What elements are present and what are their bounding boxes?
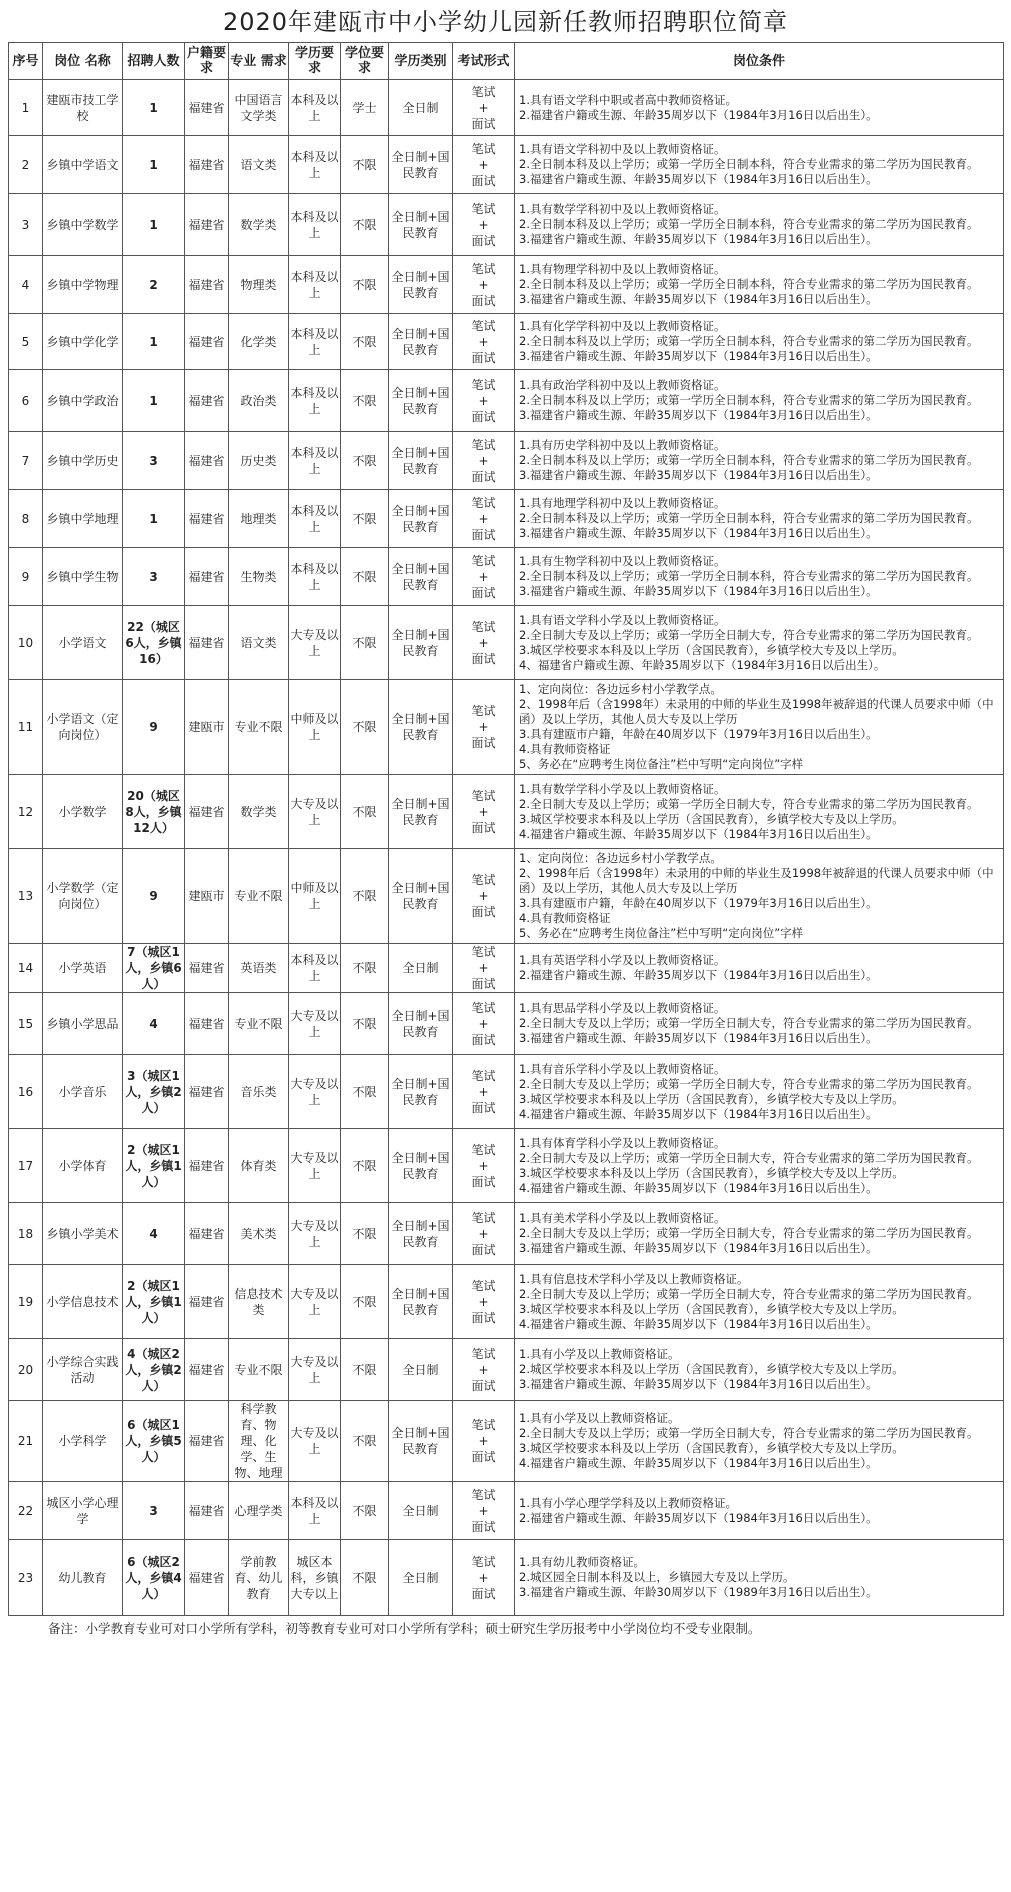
education-type: 全日制+国民教育 bbox=[389, 1401, 453, 1482]
education-type: 全日制+国民教育 bbox=[389, 1265, 453, 1339]
degree-req: 不限 bbox=[341, 993, 389, 1055]
exam-format: 笔试 + 面试 bbox=[453, 1129, 515, 1203]
household-req: 福建省 bbox=[185, 1055, 229, 1129]
table-row bbox=[9, 944, 1004, 993]
major-req: 物理类 bbox=[229, 256, 289, 314]
education-type: 全日制+国民教育 bbox=[389, 775, 453, 849]
row-number: 18 bbox=[9, 1203, 43, 1265]
education-req: 中师及以上 bbox=[289, 680, 341, 775]
page-title: 2020年建瓯市中小学幼儿园新任教师招聘职位简章 bbox=[222, 8, 789, 36]
major-req: 英语类 bbox=[229, 944, 289, 993]
exam-format: 笔试 + 面试 bbox=[453, 194, 515, 256]
exam-format: 笔试 + 面试 bbox=[453, 944, 515, 993]
table-row bbox=[9, 314, 1004, 370]
table-row bbox=[9, 1540, 1004, 1616]
education-type: 全日制 bbox=[389, 944, 453, 993]
major-req: 历史类 bbox=[229, 432, 289, 490]
household-req: 福建省 bbox=[185, 370, 229, 432]
household-req: 建瓯市 bbox=[185, 849, 229, 944]
major-req: 化学类 bbox=[229, 314, 289, 370]
row-number: 19 bbox=[9, 1265, 43, 1339]
major-req: 政治类 bbox=[229, 370, 289, 432]
row-number: 15 bbox=[9, 993, 43, 1055]
household-req: 福建省 bbox=[185, 1339, 229, 1401]
education-req: 大专及以上 bbox=[289, 1265, 341, 1339]
table-row bbox=[9, 680, 1004, 775]
education-type: 全日制+国民教育 bbox=[389, 680, 453, 775]
degree-req: 不限 bbox=[341, 775, 389, 849]
post-conditions: 1.具有英语学科小学及以上教师资格证。 2.福建省户籍或生源、年龄35周岁以下（1984年3月16日以后出生）。 bbox=[515, 944, 1004, 993]
major-req: 数学类 bbox=[229, 194, 289, 256]
exam-format: 笔试 + 面试 bbox=[453, 432, 515, 490]
post-name: 小学语文 bbox=[43, 606, 123, 680]
column-header: 招聘人数 bbox=[123, 43, 185, 80]
household-req: 福建省 bbox=[185, 993, 229, 1055]
hire-count: 3 bbox=[123, 1482, 185, 1540]
row-number: 7 bbox=[9, 432, 43, 490]
hire-count: 2（城区1人，乡镇1人） bbox=[123, 1265, 185, 1339]
post-conditions: 1、定向岗位：各边远乡村小学教学点。 2、1998年后（含1998年）未录用的中师的毕业生及1998年被辞退的代课人员要求中师（中函）及以上学历，其他人员大专及以上学历 3.具有建瓯市户籍，年龄在40周岁以下（1979年3月16日以后出生）。 4.具有教师资格证 5、务必在“应聘考生岗位备注”栏中写明“定向岗位”字样 bbox=[515, 849, 1004, 944]
education-type: 全日制+国民教育 bbox=[389, 136, 453, 194]
row-number: 10 bbox=[9, 606, 43, 680]
post-name: 小学体育 bbox=[43, 1129, 123, 1203]
exam-format: 笔试 + 面试 bbox=[453, 370, 515, 432]
exam-format: 笔试 + 面试 bbox=[453, 1482, 515, 1540]
table-row bbox=[9, 606, 1004, 680]
post-conditions: 1.具有语文学科初中及以上教师资格证。 2.全日制本科及以上学历；或第一学历全日制本科，符合专业需求的第二学历为国民教育。 3.福建省户籍或生源、年龄35周岁以下（1984年3月16日以后出生）。 bbox=[515, 136, 1004, 194]
hire-count: 4（城区2人，乡镇2人） bbox=[123, 1339, 185, 1401]
education-req: 中师及以上 bbox=[289, 849, 341, 944]
exam-format: 笔试 + 面试 bbox=[453, 314, 515, 370]
hire-count: 3 bbox=[123, 548, 185, 606]
column-header: 学历类别 bbox=[389, 43, 453, 80]
degree-req: 不限 bbox=[341, 1339, 389, 1401]
household-req: 建瓯市 bbox=[185, 680, 229, 775]
exam-format: 笔试 + 面试 bbox=[453, 1265, 515, 1339]
row-number: 12 bbox=[9, 775, 43, 849]
exam-format: 笔试 + 面试 bbox=[453, 1055, 515, 1129]
degree-req: 不限 bbox=[341, 136, 389, 194]
exam-format: 笔试 + 面试 bbox=[453, 775, 515, 849]
exam-format: 笔试 + 面试 bbox=[453, 256, 515, 314]
table-row bbox=[9, 1401, 1004, 1482]
post-name: 乡镇中学政治 bbox=[43, 370, 123, 432]
post-name: 小学数学（定向岗位） bbox=[43, 849, 123, 944]
education-type: 全日制+国民教育 bbox=[389, 548, 453, 606]
hire-count: 6（城区1人，乡镇5人） bbox=[123, 1401, 185, 1482]
hire-count: 2（城区1人，乡镇1人） bbox=[123, 1129, 185, 1203]
table-row bbox=[9, 1129, 1004, 1203]
column-header: 学位要求 bbox=[341, 43, 389, 80]
table-row bbox=[9, 1203, 1004, 1265]
post-conditions: 1.具有生物学科初中及以上教师资格证。 2.全日制本科及以上学历；或第一学历全日制本科，符合专业需求的第二学历为国民教育。 3.福建省户籍或生源、年龄35周岁以下（1984年3月16日以后出生）。 bbox=[515, 548, 1004, 606]
education-req: 本科及以上 bbox=[289, 256, 341, 314]
education-type: 全日制+国民教育 bbox=[389, 194, 453, 256]
major-req: 专业不限 bbox=[229, 849, 289, 944]
degree-req: 不限 bbox=[341, 1129, 389, 1203]
hire-count: 3 bbox=[123, 432, 185, 490]
education-req: 本科及以上 bbox=[289, 136, 341, 194]
post-name: 乡镇中学物理 bbox=[43, 256, 123, 314]
table-header-row bbox=[9, 43, 1004, 80]
education-type: 全日制+国民教育 bbox=[389, 1203, 453, 1265]
degree-req: 不限 bbox=[341, 432, 389, 490]
table-row bbox=[9, 194, 1004, 256]
household-req: 福建省 bbox=[185, 606, 229, 680]
row-number: 4 bbox=[9, 256, 43, 314]
education-req: 大专及以上 bbox=[289, 1339, 341, 1401]
row-number: 21 bbox=[9, 1401, 43, 1482]
education-req: 大专及以上 bbox=[289, 775, 341, 849]
post-conditions: 1.具有物理学科初中及以上教师资格证。 2.全日制本科及以上学历；或第一学历全日制本科，符合专业需求的第二学历为国民教育。 3.福建省户籍或生源、年龄35周岁以下（1984年3月16日以后出生）。 bbox=[515, 256, 1004, 314]
post-name: 乡镇中学数学 bbox=[43, 194, 123, 256]
table-row bbox=[9, 1339, 1004, 1401]
education-req: 大专及以上 bbox=[289, 1401, 341, 1482]
exam-format: 笔试 + 面试 bbox=[453, 136, 515, 194]
hire-count: 9 bbox=[123, 680, 185, 775]
household-req: 福建省 bbox=[185, 1129, 229, 1203]
major-req: 音乐类 bbox=[229, 1055, 289, 1129]
row-number: 5 bbox=[9, 314, 43, 370]
household-req: 福建省 bbox=[185, 775, 229, 849]
post-conditions: 1.具有历史学科初中及以上教师资格证。 2.全日制本科及以上学历；或第一学历全日制本科，符合专业需求的第二学历为国民教育。 3.福建省户籍或生源、年龄35周岁以下（1984年3月16日以后出生）。 bbox=[515, 432, 1004, 490]
major-req: 地理类 bbox=[229, 490, 289, 548]
major-req: 专业不限 bbox=[229, 680, 289, 775]
education-type: 全日制+国民教育 bbox=[389, 849, 453, 944]
household-req: 福建省 bbox=[185, 1401, 229, 1482]
education-type: 全日制 bbox=[389, 1339, 453, 1401]
education-req: 大专及以上 bbox=[289, 993, 341, 1055]
exam-format: 笔试 + 面试 bbox=[453, 1203, 515, 1265]
major-req: 专业不限 bbox=[229, 993, 289, 1055]
exam-format: 笔试 + 面试 bbox=[453, 606, 515, 680]
major-req: 语文类 bbox=[229, 136, 289, 194]
post-name: 建瓯市技工学校 bbox=[43, 80, 123, 136]
degree-req: 不限 bbox=[341, 1055, 389, 1129]
degree-req: 不限 bbox=[341, 194, 389, 256]
major-req: 语文类 bbox=[229, 606, 289, 680]
major-req: 体育类 bbox=[229, 1129, 289, 1203]
exam-format: 笔试 + 面试 bbox=[453, 1540, 515, 1616]
post-conditions: 1.具有小学及以上教师资格证。 2.全日制大专及以上学历；或第一学历全日制大专，符合专业需求的第二学历为国民教育。 3.城区学校要求本科及以上学历（含国民教育），乡镇学校大专及以上学历。 4.福建省户籍或生源、年龄35周岁以下（1984年3月16日以后出生）。 bbox=[515, 1401, 1004, 1482]
post-name: 乡镇中学地理 bbox=[43, 490, 123, 548]
education-type: 全日制+国民教育 bbox=[389, 1129, 453, 1203]
exam-format: 笔试 + 面试 bbox=[453, 80, 515, 136]
hire-count: 1 bbox=[123, 80, 185, 136]
exam-format: 笔试 + 面试 bbox=[453, 993, 515, 1055]
household-req: 福建省 bbox=[185, 314, 229, 370]
row-number: 9 bbox=[9, 548, 43, 606]
degree-req: 不限 bbox=[341, 606, 389, 680]
post-name: 乡镇中学化学 bbox=[43, 314, 123, 370]
degree-req: 不限 bbox=[341, 548, 389, 606]
row-number: 6 bbox=[9, 370, 43, 432]
row-number: 14 bbox=[9, 944, 43, 993]
hire-count: 1 bbox=[123, 136, 185, 194]
major-req: 美术类 bbox=[229, 1203, 289, 1265]
education-type: 全日制+国民教育 bbox=[389, 370, 453, 432]
post-conditions: 1.具有思品学科小学及以上教师资格证。 2.全日制大专及以上学历；或第一学历全日制大专，符合专业需求的第二学历为国民教育。 3.福建省户籍或生源、年龄35周岁以下（1984年3月16日以后出生）。 bbox=[515, 993, 1004, 1055]
post-name: 小学数学 bbox=[43, 775, 123, 849]
column-header: 户籍要求 bbox=[185, 43, 229, 80]
major-req: 信息技术类 bbox=[229, 1265, 289, 1339]
education-req: 大专及以上 bbox=[289, 1203, 341, 1265]
post-conditions: 1.具有小学及以上教师资格证。 2.城区学校要求本科及以上学历（含国民教育），乡镇学校大专及以上学历。 3.福建省户籍或生源、年龄35周岁以下（1984年3月16日以后出生）。 bbox=[515, 1339, 1004, 1401]
major-req: 中国语言文学类 bbox=[229, 80, 289, 136]
post-conditions: 1.具有信息技术学科小学及以上教师资格证。 2.全日制大专及以上学历；或第一学历全日制大专，符合专业需求的第二学历为国民教育。 3.城区学校要求本科及以上学历（含国民教育），乡镇学校大专及以上学历。 4.福建省户籍或生源、年龄35周岁以下（1984年3月16日以后出生）。 bbox=[515, 1265, 1004, 1339]
household-req: 福建省 bbox=[185, 548, 229, 606]
post-conditions: 1.具有音乐学科小学及以上教师资格证。 2.全日制大专及以上学历；或第一学历全日制大专，符合专业需求的第二学历为国民教育。 3.城区学校要求本科及以上学历（含国民教育），乡镇学校大专及以上学历。 4.福建省户籍或生源、年龄35周岁以下（1984年3月16日以后出生）。 bbox=[515, 1055, 1004, 1129]
post-name: 幼儿教育 bbox=[43, 1540, 123, 1616]
major-req: 数学类 bbox=[229, 775, 289, 849]
education-type: 全日制+国民教育 bbox=[389, 606, 453, 680]
row-number: 17 bbox=[9, 1129, 43, 1203]
exam-format: 笔试 + 面试 bbox=[453, 490, 515, 548]
row-number: 16 bbox=[9, 1055, 43, 1129]
degree-req: 不限 bbox=[341, 1401, 389, 1482]
education-req: 大专及以上 bbox=[289, 1129, 341, 1203]
degree-req: 不限 bbox=[341, 256, 389, 314]
degree-req: 学士 bbox=[341, 80, 389, 136]
table-row bbox=[9, 849, 1004, 944]
post-conditions: 1、定向岗位：各边远乡村小学教学点。 2、1998年后（含1998年）未录用的中师的毕业生及1998年被辞退的代课人员要求中师（中函）及以上学历，其他人员大专及以上学历 3.具有建瓯市户籍，年龄在40周岁以下（1979年3月16日以后出生）。 4.具有教师资格证 5、务必在“应聘考生岗位备注”栏中写明“定向岗位”字样 bbox=[515, 680, 1004, 775]
column-header: 学历要求 bbox=[289, 43, 341, 80]
degree-req: 不限 bbox=[341, 370, 389, 432]
education-type: 全日制 bbox=[389, 1482, 453, 1540]
post-conditions: 1.具有体育学科小学及以上教师资格证。 2.全日制大专及以上学历；或第一学历全日制大专，符合专业需求的第二学历为国民教育。 3.城区学校要求本科及以上学历（含国民教育），乡镇学校大专及以上学历。 4.福建省户籍或生源、年龄35周岁以下（1984年3月16日以后出生）。 bbox=[515, 1129, 1004, 1203]
hire-count: 1 bbox=[123, 194, 185, 256]
column-header: 岗位 名称 bbox=[43, 43, 123, 80]
degree-req: 不限 bbox=[341, 1540, 389, 1616]
exam-format: 笔试 + 面试 bbox=[453, 1339, 515, 1401]
major-req: 生物类 bbox=[229, 548, 289, 606]
major-req: 科学教育、物理、化学、生物、地理 bbox=[229, 1401, 289, 1482]
post-name: 乡镇中学生物 bbox=[43, 548, 123, 606]
household-req: 福建省 bbox=[185, 80, 229, 136]
education-req: 本科及以上 bbox=[289, 370, 341, 432]
household-req: 福建省 bbox=[185, 1265, 229, 1339]
household-req: 福建省 bbox=[185, 256, 229, 314]
household-req: 福建省 bbox=[185, 432, 229, 490]
post-name: 小学信息技术 bbox=[43, 1265, 123, 1339]
post-name: 乡镇中学历史 bbox=[43, 432, 123, 490]
table-row bbox=[9, 775, 1004, 849]
post-name: 城区小学心理学 bbox=[43, 1482, 123, 1540]
degree-req: 不限 bbox=[341, 490, 389, 548]
hire-count: 22（城区6人，乡镇16） bbox=[123, 606, 185, 680]
education-req: 本科及以上 bbox=[289, 432, 341, 490]
exam-format: 笔试 + 面试 bbox=[453, 548, 515, 606]
positions-table bbox=[8, 42, 1004, 1616]
degree-req: 不限 bbox=[341, 1203, 389, 1265]
education-req: 大专及以上 bbox=[289, 1055, 341, 1129]
post-name: 小学音乐 bbox=[43, 1055, 123, 1129]
row-number: 11 bbox=[9, 680, 43, 775]
hire-count: 6（城区2人，乡镇4人） bbox=[123, 1540, 185, 1616]
column-header: 专业 需求 bbox=[229, 43, 289, 80]
post-conditions: 1.具有政治学科初中及以上教师资格证。 2.全日制本科及以上学历；或第一学历全日制本科，符合专业需求的第二学历为国民教育。 3.福建省户籍或生源、年龄35周岁以下（1984年3月16日以后出生）。 bbox=[515, 370, 1004, 432]
row-number: 13 bbox=[9, 849, 43, 944]
row-number: 1 bbox=[9, 80, 43, 136]
hire-count: 7（城区1人，乡镇6人） bbox=[123, 944, 185, 993]
hire-count: 4 bbox=[123, 993, 185, 1055]
table-row bbox=[9, 370, 1004, 432]
post-conditions: 1.具有化学学科初中及以上教师资格证。 2.全日制本科及以上学历；或第一学历全日制本科，符合专业需求的第二学历为国民教育。 3.福建省户籍或生源、年龄35周岁以下（1984年3月16日以后出生）。 bbox=[515, 314, 1004, 370]
exam-format: 笔试 + 面试 bbox=[453, 849, 515, 944]
row-number: 2 bbox=[9, 136, 43, 194]
household-req: 福建省 bbox=[185, 944, 229, 993]
table-row bbox=[9, 136, 1004, 194]
post-conditions: 1.具有地理学科初中及以上教师资格证。 2.全日制本科及以上学历；或第一学历全日制本科，符合专业需求的第二学历为国民教育。 3.福建省户籍或生源、年龄35周岁以下（1984年3月16日以后出生）。 bbox=[515, 490, 1004, 548]
hire-count: 1 bbox=[123, 490, 185, 548]
degree-req: 不限 bbox=[341, 1482, 389, 1540]
hire-count: 9 bbox=[123, 849, 185, 944]
column-header: 考试形式 bbox=[453, 43, 515, 80]
table-row bbox=[9, 1482, 1004, 1540]
table-row bbox=[9, 432, 1004, 490]
education-type: 全日制 bbox=[389, 80, 453, 136]
education-req: 本科及以上 bbox=[289, 548, 341, 606]
post-name: 乡镇中学语文 bbox=[43, 136, 123, 194]
education-type: 全日制+国民教育 bbox=[389, 256, 453, 314]
post-name: 乡镇小学美术 bbox=[43, 1203, 123, 1265]
hire-count: 1 bbox=[123, 370, 185, 432]
household-req: 福建省 bbox=[185, 490, 229, 548]
post-name: 小学语文（定向岗位） bbox=[43, 680, 123, 775]
household-req: 福建省 bbox=[185, 1540, 229, 1616]
hire-count: 20（城区8人，乡镇12人） bbox=[123, 775, 185, 849]
table-row bbox=[9, 256, 1004, 314]
degree-req: 不限 bbox=[341, 314, 389, 370]
post-conditions: 1.具有语文学科中职或者高中教师资格证。 2.福建省户籍或生源、年龄35周岁以下（1984年3月16日以后出生）。 bbox=[515, 80, 1004, 136]
footnote: 备注：小学教育专业可对口小学所有学科，初等教育专业可对口小学所有学科；硕士研究生学历报考中小学岗位均不受专业限制。 bbox=[48, 1621, 761, 1636]
post-name: 小学英语 bbox=[43, 944, 123, 993]
exam-format: 笔试 + 面试 bbox=[453, 1401, 515, 1482]
hire-count: 4 bbox=[123, 1203, 185, 1265]
row-number: 8 bbox=[9, 490, 43, 548]
education-type: 全日制+国民教育 bbox=[389, 490, 453, 548]
household-req: 福建省 bbox=[185, 136, 229, 194]
education-type: 全日制+国民教育 bbox=[389, 432, 453, 490]
education-req: 本科及以上 bbox=[289, 194, 341, 256]
table-row bbox=[9, 1055, 1004, 1129]
post-name: 乡镇小学思品 bbox=[43, 993, 123, 1055]
table-row bbox=[9, 490, 1004, 548]
major-req: 心理学类 bbox=[229, 1482, 289, 1540]
table-row bbox=[9, 80, 1004, 136]
row-number: 20 bbox=[9, 1339, 43, 1401]
education-type: 全日制+国民教育 bbox=[389, 1055, 453, 1129]
exam-format: 笔试 + 面试 bbox=[453, 680, 515, 775]
table-row bbox=[9, 1265, 1004, 1339]
degree-req: 不限 bbox=[341, 944, 389, 993]
post-conditions: 1.具有数学学科小学及以上教师资格证。 2.全日制大专及以上学历；或第一学历全日制大专，符合专业需求的第二学历为国民教育。 3.城区学校要求本科及以上学历（含国民教育），乡镇学校大专及以上学历。 4.福建省户籍或生源、年龄35周岁以下（1984年3月16日以后出生）。 bbox=[515, 775, 1004, 849]
table-row bbox=[9, 548, 1004, 606]
education-req: 本科及以上 bbox=[289, 944, 341, 993]
table-row bbox=[9, 993, 1004, 1055]
hire-count: 3（城区1人，乡镇2人） bbox=[123, 1055, 185, 1129]
column-header: 序号 bbox=[9, 43, 43, 80]
degree-req: 不限 bbox=[341, 680, 389, 775]
degree-req: 不限 bbox=[341, 849, 389, 944]
post-conditions: 1.具有语文学科小学及以上教师资格证。 2.全日制大专及以上学历；或第一学历全日制大专，符合专业需求的第二学历为国民教育。 3.城区学校要求本科及以上学历（含国民教育），乡镇学校大专及以上学历。 4、福建省户籍或生源、年龄35周岁以下（1984年3月16日以后出生）。 bbox=[515, 606, 1004, 680]
household-req: 福建省 bbox=[185, 194, 229, 256]
education-type: 全日制+国民教育 bbox=[389, 993, 453, 1055]
education-req: 本科及以上 bbox=[289, 314, 341, 370]
post-conditions: 1.具有数学学科初中及以上教师资格证。 2.全日制本科及以上学历；或第一学历全日制本科，符合专业需求的第二学历为国民教育。 3.福建省户籍或生源、年龄35周岁以下（1984年3月16日以后出生）。 bbox=[515, 194, 1004, 256]
row-number: 23 bbox=[9, 1540, 43, 1616]
post-conditions: 1.具有幼儿教师资格证。 2.城区园全日制本科及以上，乡镇园大专及以上学历。 3.福建省户籍或生源、年龄30周岁以下（1989年3月16日以后出生）。 bbox=[515, 1540, 1004, 1616]
major-req: 专业不限 bbox=[229, 1339, 289, 1401]
education-type: 全日制 bbox=[389, 1540, 453, 1616]
post-name: 小学综合实践活动 bbox=[43, 1339, 123, 1401]
household-req: 福建省 bbox=[185, 1203, 229, 1265]
post-conditions: 1.具有小学心理学学科及以上教师资格证。 2.福建省户籍或生源、年龄35周岁以下（1984年3月16日以后出生）。 bbox=[515, 1482, 1004, 1540]
row-number: 3 bbox=[9, 194, 43, 256]
hire-count: 2 bbox=[123, 256, 185, 314]
hire-count: 1 bbox=[123, 314, 185, 370]
degree-req: 不限 bbox=[341, 1265, 389, 1339]
table-body bbox=[9, 80, 1004, 1616]
education-req: 本科及以上 bbox=[289, 1482, 341, 1540]
education-req: 本科及以上 bbox=[289, 80, 341, 136]
household-req: 福建省 bbox=[185, 1482, 229, 1540]
post-conditions: 1.具有美术学科小学及以上教师资格证。 2.全日制大专及以上学历；或第一学历全日制大专，符合专业需求的第二学历为国民教育。 3.福建省户籍或生源、年龄35周岁以下（1984年3月16日以后出生）。 bbox=[515, 1203, 1004, 1265]
education-req: 本科及以上 bbox=[289, 490, 341, 548]
education-type: 全日制+国民教育 bbox=[389, 314, 453, 370]
education-req: 城区本科，乡镇大专以上 bbox=[289, 1540, 341, 1616]
major-req: 学前教育、幼儿教育 bbox=[229, 1540, 289, 1616]
education-req: 大专及以上 bbox=[289, 606, 341, 680]
row-number: 22 bbox=[9, 1482, 43, 1540]
column-header: 岗位条件 bbox=[515, 43, 1004, 80]
post-name: 小学科学 bbox=[43, 1401, 123, 1482]
